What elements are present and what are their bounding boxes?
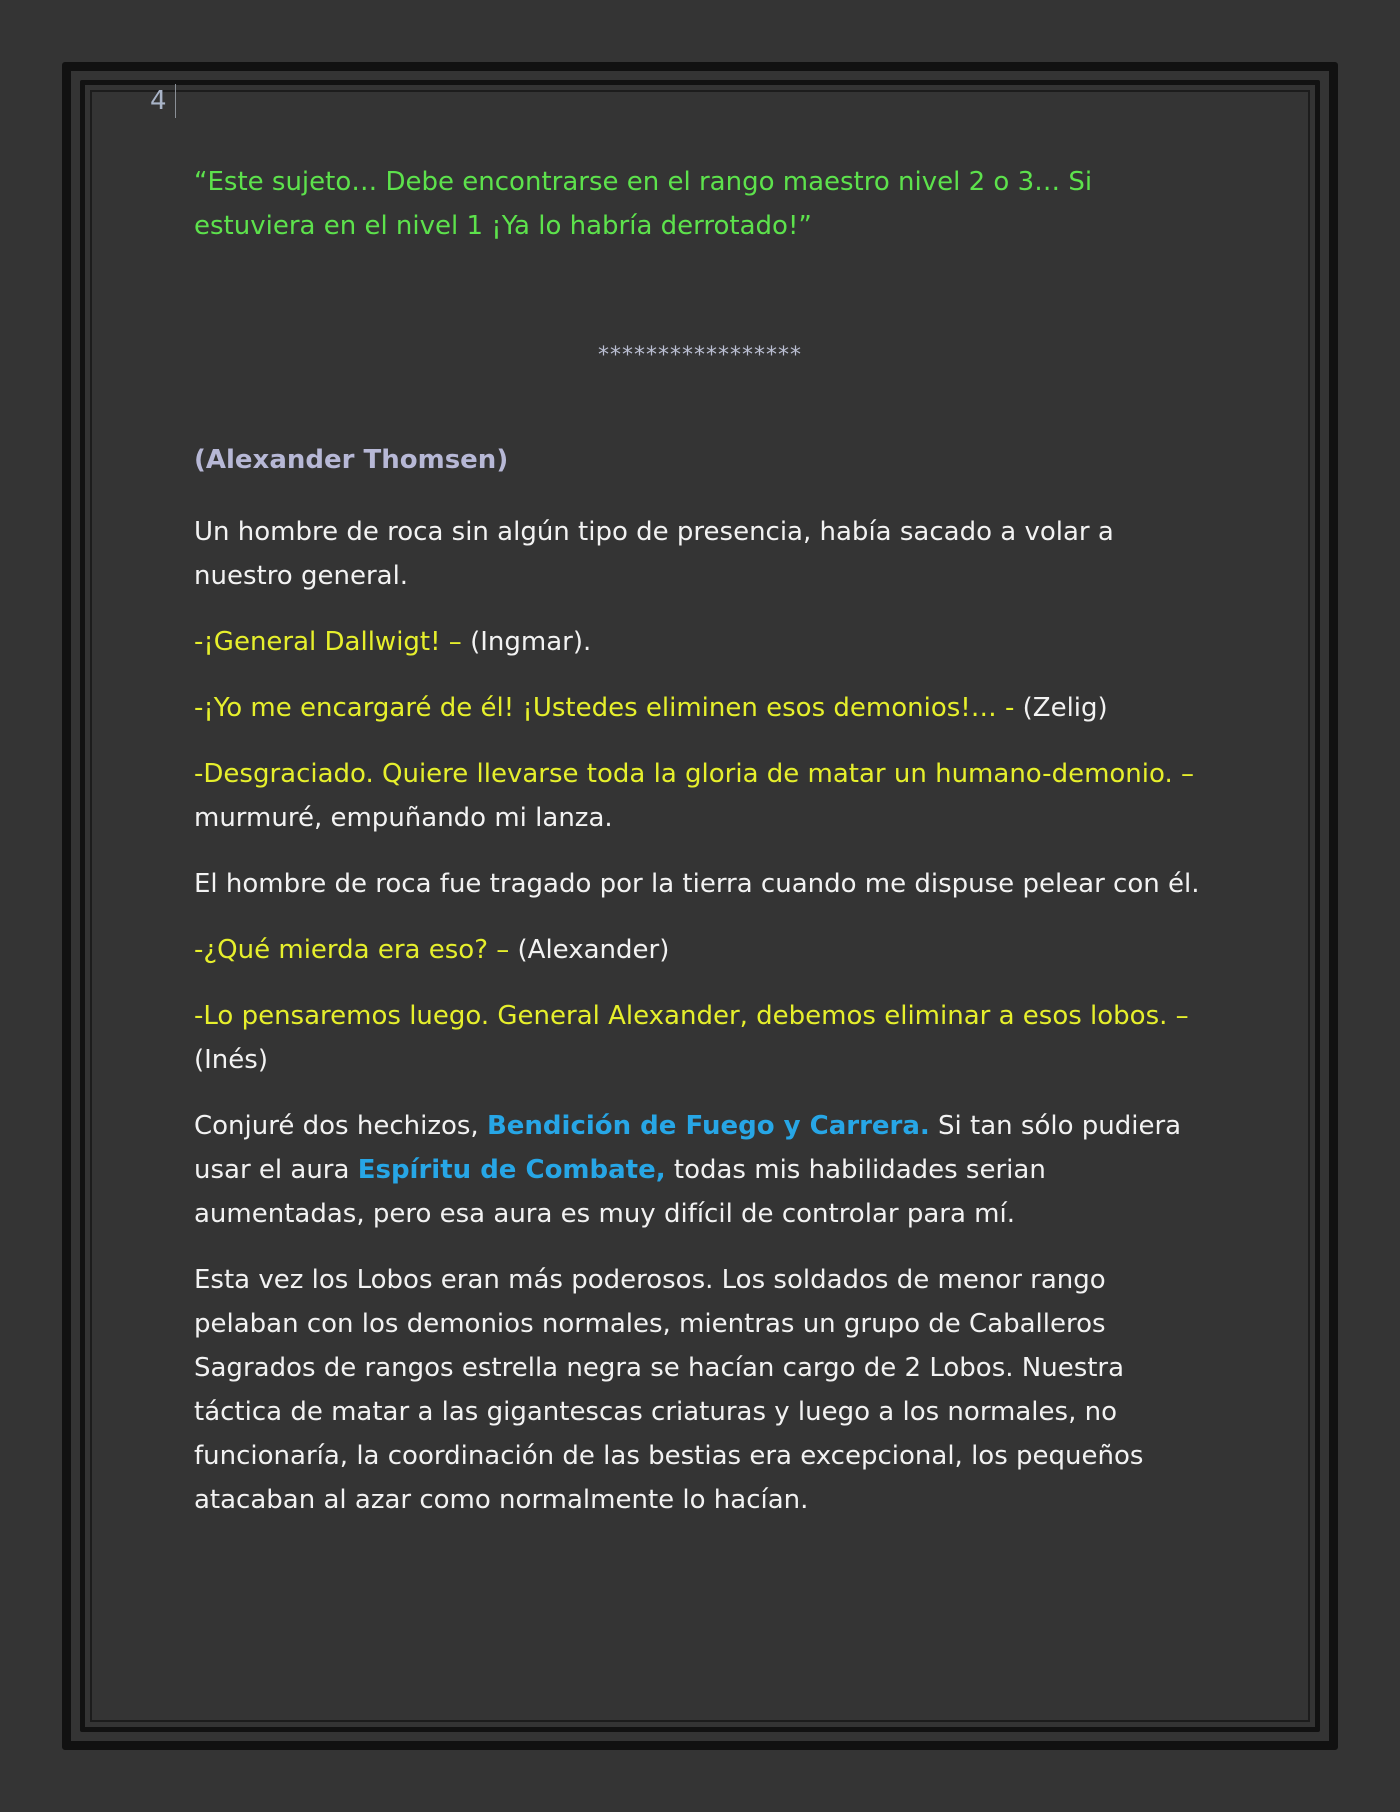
dialogue-line	[194, 620, 1206, 664]
dialogue-tag: (Inés)	[194, 1045, 268, 1075]
dialogue-line	[194, 994, 1206, 1082]
spell-name: Bendición de Fuego y Carrera.	[486, 1111, 930, 1141]
dialogue-tag: (Zelig)	[1022, 693, 1108, 723]
page-content	[194, 160, 1206, 1522]
dialogue-speech: -¡General Dallwigt! –	[194, 627, 471, 657]
dialogue-speech: -Lo pensaremos luego. General Alexander, debemos eliminar a esos lobos. –	[194, 1001, 1189, 1031]
narration-paragraph: Esta vez los Lobos eran más poderosos. Los soldados de menor rango pelaban con los demonios normales, mientras un grupo de Caballeros Sagrados de rangos estrella negra se hacían cargo de 2 Lobos. Nuestra táctica de matar a las gigantescas criaturas y luego a los normales, no funcionaría, la coordinación de las bestias era excepcional, los pequeños atacaban al azar como normalmente lo hacían.	[194, 1265, 1144, 1515]
dialogue-speech: -¡Yo me encargaré de él! ¡Ustedes eliminen esos demonios!… -	[194, 693, 1023, 723]
dialogue-tag: (Alexander)	[517, 935, 670, 965]
page-number: 4	[150, 84, 176, 118]
dialogue-line	[194, 928, 1206, 972]
pov-heading: (Alexander Thomsen)	[194, 445, 509, 475]
spells-text-before: Conjuré dos hechizos,	[194, 1111, 487, 1141]
dialogue-speech: -¿Qué mierda era eso? –	[194, 935, 518, 965]
narration-paragraph: Un hombre de roca sin algún tipo de presencia, había sacado a volar a nuestro general.	[194, 517, 1114, 591]
aura-name: Espíritu de Combate,	[357, 1155, 666, 1185]
spells-text-middle: Si tan sólo pudiera usar el aura	[194, 1111, 1182, 1185]
dialogue-speech: -Desgraciado. Quiere llevarse toda la gloria de matar un humano-demonio. –	[194, 759, 1194, 789]
spells-paragraph	[194, 1104, 1206, 1236]
dialogue-line	[194, 686, 1206, 730]
dialogue-tag: murmuré, empuñando mi lanza.	[194, 803, 613, 833]
spells-text-after: todas mis habilidades serian aumentadas, pero esa aura es muy difícil de controlar para mí.	[194, 1155, 1046, 1229]
dialogue-tag: (Ingmar).	[470, 627, 592, 657]
scene-separator: *****************	[598, 343, 802, 368]
inner-thought: “Este sujeto… Debe encontrarse en el rango maestro nivel 2 o 3… Si estuviera en el nivel 1 ¡Ya lo habría derrotado!”	[194, 167, 1093, 241]
narration-paragraph: El hombre de roca fue tragado por la tierra cuando me dispuse pelear con él.	[194, 869, 1200, 899]
dialogue-line	[194, 752, 1206, 840]
